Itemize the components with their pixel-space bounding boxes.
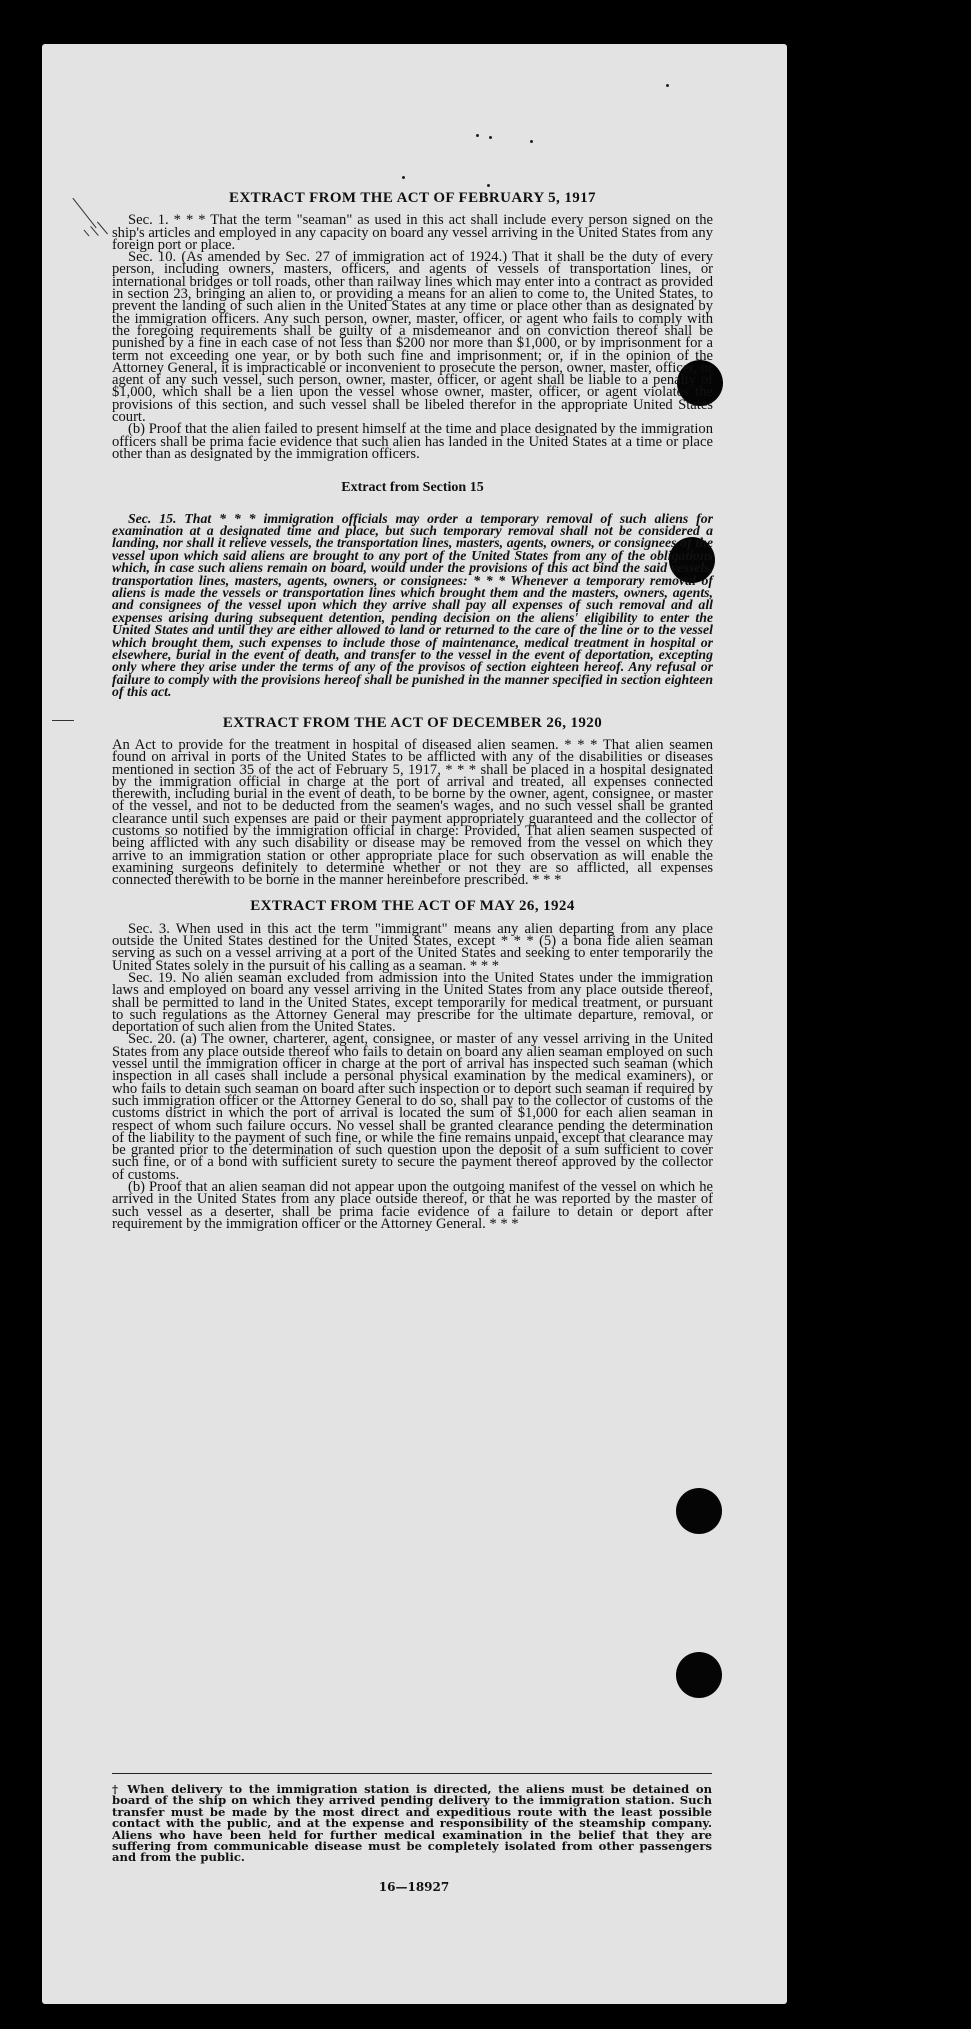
- punch-hole: [676, 1652, 722, 1698]
- pencil-mark: [84, 230, 90, 237]
- section-20a-paragraph: Sec. 20. (a) The owner, charterer, agent, consignee, or master of any vessel arriving in the United States from any place outside thereof who fails to detain on board any alien seaman employed on such vessel until the immigration officer in charge at the port of arrival has inspected such seaman (which inspection in all cases shall include a personal physical examination by the medical examiners), or who fails to detain such seaman on board after such inspection or to deport such seaman if required by such immigration officer or the Attorney General to do so, shall pay to the collector of customs of the customs district in which the port of arrival is located the sum of $1,000 for each alien seaman in respect of whom such failure occurs. No vessel shall be granted clearance pending the determination of the liability to the payment of such fine, or while the fine remains unpaid, except that clearance may be granted prior to the determination of such question upon the deposit of a sum sufficient to cover such fine, or of a bond with sufficient surety to secure the payment thereof approved by the collector of customs.: [112, 1031, 713, 1183]
- ink-speck: [402, 176, 405, 179]
- ink-speck: [476, 134, 479, 137]
- section-10b-paragraph: (b) Proof that the alien failed to present himself at the time and place designated by the immigration officers shall be prima facie evidence that such alien has landed in the United States at a time or place other than as designated by the immigration officers.: [112, 421, 713, 462]
- heading-act-1920: EXTRACT FROM THE ACT OF DECEMBER 26, 1920: [222, 714, 603, 731]
- ink-speck: [530, 140, 533, 143]
- ink-speck: [487, 184, 490, 187]
- section-20b-paragraph: (b) Proof that an alien seaman did not appear upon the outgoing manifest of the vessel on which he arrived in the United States from any place outside thereof, or that he was reported by the master of such vessel as a deserter, shall be prima facie evidence of a failure to detain or deport after requirement by the immigration officer or the Attorney General. * * *: [112, 1179, 713, 1232]
- form-number: 16—18927: [378, 1880, 450, 1894]
- footnote-divider: [112, 1773, 712, 1774]
- section-1-paragraph: Sec. 1. * * * That the term "seaman" as used in this act shall include every person signed on the ship's articles and employed in any capacity on board any vessel arriving in the United States from any foreign port or place.: [112, 212, 713, 253]
- ink-speck: [666, 84, 669, 87]
- margin-dash: [52, 720, 74, 721]
- punch-hole: [676, 1488, 722, 1534]
- pencil-mark: [97, 222, 108, 235]
- act-1920-paragraph: An Act to provide for the treatment in hospital of diseased alien seamen. * * * That alien seamen found on arrival in ports of the United States to be afflicted with any of the disabilities or diseases mentioned in section 35 of the act of February 5, 1917, * * * shall be placed in a hospital designated by the immigration official in charge at the port of arrival and treated, all expenses connected therewith, including burial in the event of death, to be borne by the owner, agent, consignee, or master of the vessel, and not to be deducted from the seamen's wages, and no such vessel shall be granted clearance until such expenses are paid or their payment appropriately guaranteed and the collector of customs so notified by the immigration official in charge: Provided, That alien seamen suspected of being afflicted with any such disability or disease may be removed from the vessel on which they arrive to an immigration station or other appropriate place for such observation as will enable the examining surgeons definitely to determine whether or not they are so afflicted, all expenses connected therewith to be borne in the manner hereinbefore prescribed. * * *: [112, 736, 713, 889]
- heading-act-1924: EXTRACT FROM THE ACT OF MAY 26, 1924: [250, 898, 575, 915]
- section-19-paragraph: Sec. 19. No alien seaman excluded from admission into the United States under the immigration laws and employed on board any vessel arriving in the United States from any place outside thereof, shall be permitted to land in the United States, except temporarily for medical treatment, or pursuant to such regulations as the Attorney General may prescribe for the ultimate departure, removal, or deportation of such alien from the United States.: [112, 969, 713, 1036]
- section-3-paragraph: Sec. 3. When used in this act the term "immigrant" means any alien departing from any place outside the United States destined for the United States, except * * * (5) a bona fide alien seaman serving as such on a vessel arriving at a port of the United States and seeking to enter temporarily the United States solely in the pursuit of his calling as a seaman. * * *: [112, 920, 713, 974]
- subheading-section-15: Extract from Section 15: [341, 480, 484, 496]
- section-15-paragraph: Sec. 15. That * * * immigration officials may order a temporary removal of such aliens for examination at a designated time and place, but such temporary removal shall not be considered a landing, nor shall it relieve vessels, the transportation lines, masters, agents, owners, or consignees of the vessel upon which said aliens are brought to any port of the United States from any of the obligations which, in case such aliens remain on board, would under the provisions of this act bind the said vessels, transportation lines, masters, agents, owners, or consignees: * * * Whenever a temporary removal of aliens is made the vessels or transportation lines which brought them and the masters, owners, agents, and consignees of the vessel upon which they arrive shall pay all expenses of such removal and all expenses arising during subsequent detention, pending decision on the aliens' eligibility to enter the United States and until they are either allowed to land or returned to the care of the line or to the vessel which brought them, such expenses to include those of maintenance, medical treatment in hospital or elsewhere, burial in the event of death, and transfer to the vessel in the event of deportation, excepting only where they arise under the terms of any of the provisos of section eighteen hereof. Any refusal or failure to comply with the provisions hereof shall be punished in the manner specified in section eighteen of this act.: [112, 510, 713, 700]
- section-10-paragraph: Sec. 10. (As amended by Sec. 27 of immigration act of 1924.) That it shall be the duty of every person, including owners, masters, officers, and agents of vessels of transportation lines, or international bridges or toll roads, other than railway lines which may enter into a contract as provided in section 23, bringing an alien to, or providing a means for an alien to come to, the United States, to prevent the landing of such alien in the United States at any time or place other than as designated by the immigration officers. Any such person, owner, master, officer, or agent who fails to comply with the foregoing requirements shall be guilty of a misdemeanor and on conviction thereof shall be punished by a fine in each case of not less than $200 nor more than $1,000, or by imprisonment for a term not exceeding one year, or by both such fine and imprisonment; or, if in the opinion of the Attorney General, it is impracticable or inconvenient to prosecute the person, owner, master, officer, or agent of any such vessel, such person, owner, master, officer, or agent shall be liable to a penalty of $1,000, which shall be a lien upon the vessel whose owner, master, officer, or agent violates the provisions of this section, and such vessel shall be libeled therefor in the appropriate United States court.: [112, 249, 713, 426]
- pencil-mark: [72, 198, 96, 229]
- ink-speck: [489, 136, 492, 139]
- heading-act-1917: EXTRACT FROM THE ACT OF FEBRUARY 5, 1917: [229, 190, 596, 206]
- footnote: † When delivery to the immigration station is directed, the aliens must be detained on board of the ship on which they arrived pending delivery to the immigration station. Such transfer must be made by the most direct and expeditious route with the least possible contact with the public, and at the expense and responsibility of the steamship company. Aliens who have been held for further medical examination in the belief that they are suffering from communicable disease must be completely isolated from other passengers and from the public.: [112, 1782, 712, 1865]
- document-body: [112, 192, 713, 1230]
